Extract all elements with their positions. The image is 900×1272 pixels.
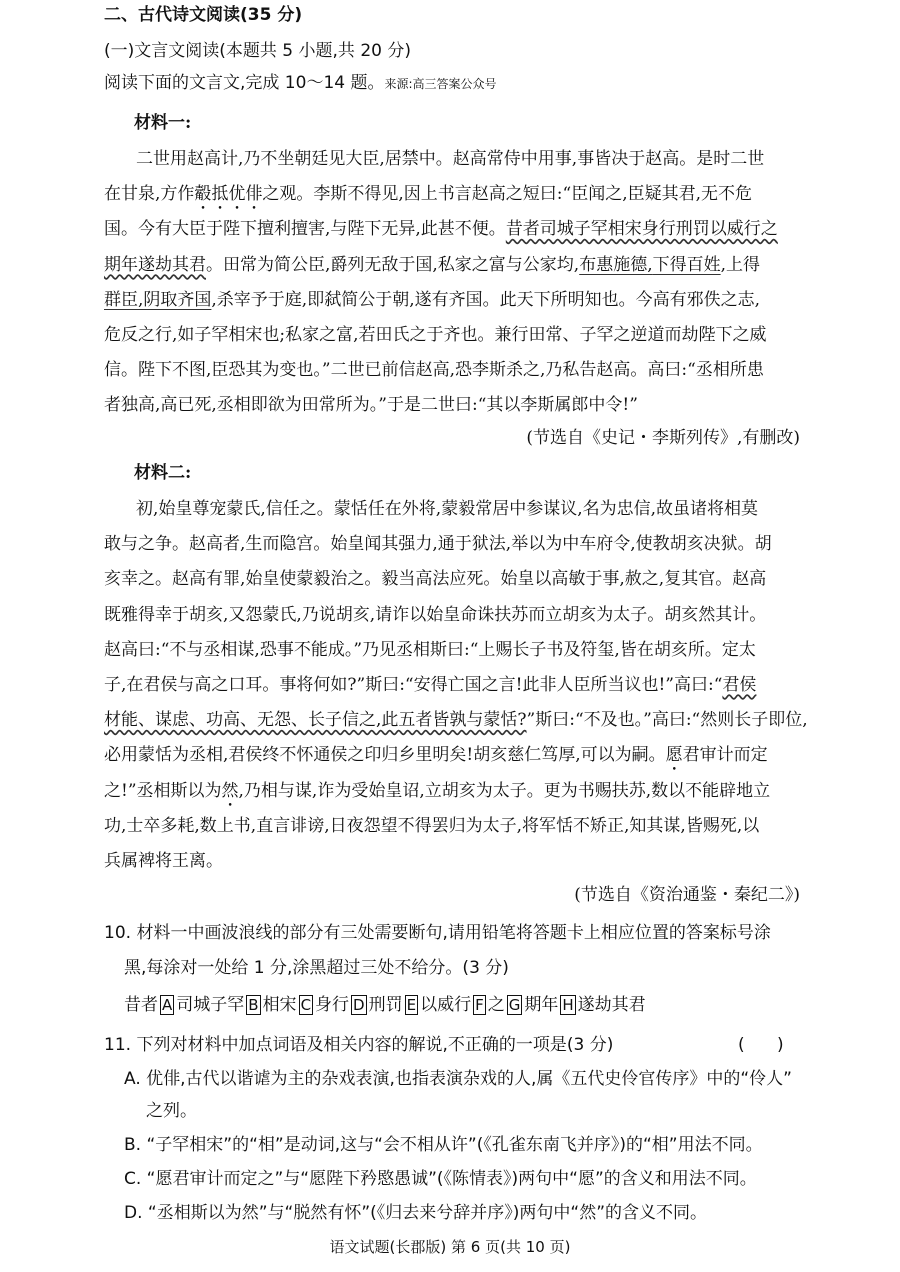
q10-segment: 以威行 xyxy=(420,995,472,1015)
passage-text: 危反之行,如子罕相宋也;私家之富,若田氏之于齐也。兼行田常、子罕之逆道而劫陛下之威 xyxy=(104,325,767,345)
dotted-emphasis-text: 觳抵优俳 xyxy=(194,184,263,205)
passage-text: 二世用赵高计,乃不坐朝廷见大臣,居禁中。赵高常侍中用事,事皆决于赵高。是时二世 xyxy=(136,149,765,169)
passage-text: 敢与之争。赵高者,生而隐宫。始皇闻其强力,通于狱法,举以为中车府令,使教胡亥决狱。胡 xyxy=(104,534,772,555)
material2-source: (节选自《资治通鉴・秦纪二》) xyxy=(574,885,800,905)
wavy-underlined-text: 昔者司城子罕相宋身行刑罚以威行之 xyxy=(505,219,778,240)
passage-text: 之观。李斯不得见,因上书言赵高之短曰:“臣闻之,臣疑其君,无不危 xyxy=(262,184,753,205)
dotted-emphasis-text: 愿 xyxy=(665,745,683,766)
q10-answer-box: G xyxy=(508,996,521,1014)
section-title: 二、古代诗文阅读(35 分) xyxy=(104,5,303,25)
material2-line xyxy=(104,744,768,775)
material2-line xyxy=(104,815,759,837)
underlined-text: 布惠施德, xyxy=(579,254,653,275)
material1-line xyxy=(104,359,764,381)
q10-segment: 刑罚 xyxy=(368,995,403,1015)
wavy-underlined-text: 期年遂劫其君 xyxy=(104,254,206,275)
dotted-emphasis-text: 然 xyxy=(221,780,239,801)
passage-text: ”斯曰:“不及也。”高曰:“然则长子即位, xyxy=(526,710,808,731)
passage-text: 既雅得幸于胡亥,又怨蒙氏,乃说胡亥,请诈以始皇命诛扶苏而立胡亥为太子。胡亥然其计。 xyxy=(104,604,767,625)
instruction xyxy=(104,72,497,95)
passage-text: 赵高曰:“不与丞相谋,恐事不能成。”乃见丞相斯曰:“上赐长子书及符玺,皆在胡亥所。定太 xyxy=(104,639,756,660)
material2-line xyxy=(104,709,808,731)
passage-text: 。田常为简公臣,爵列无敌于国,私家之富与公家均, xyxy=(206,254,580,275)
passage-text: 君审计而定 xyxy=(682,745,768,766)
wavy-underlined-text: 君侯 xyxy=(722,675,757,695)
material1-line xyxy=(104,218,778,240)
passage-text: ,上得 xyxy=(720,254,761,275)
q11-option-b: B. “子罕相宋”的“相”是动词,这与“会不相从许”(《孔雀东南飞并序》)的“相”用法不同。 xyxy=(124,1135,763,1155)
q11-option-a-cont: 之列。 xyxy=(146,1101,197,1121)
passage-text: 之!”丞相斯以为 xyxy=(104,780,222,801)
wavy-underlined-text: 材能、谋虑、功高、无怨、长子信之,此五者皆孰与蒙恬? xyxy=(104,710,527,731)
source-note: 来源:高三答案公众号 xyxy=(384,77,497,91)
material2-line xyxy=(136,498,758,520)
passage-text: ,杀宰予于庭,即弑简公于朝,遂有齐国。此天下所明知也。今高有邪佚之志, xyxy=(211,289,761,310)
q10-segment: 期年 xyxy=(524,995,559,1015)
instruction-text: 阅读下面的文言文,完成 10～14 题。 xyxy=(104,73,385,93)
material2-line xyxy=(104,780,770,811)
passage-text: ,乃相与谋,诈为受始皇诏,立胡亥为太子。更为书赐扶苏,数以不能辟地立 xyxy=(238,780,771,801)
passage-text: 信。陛下不图,臣恐其为变也。”二世已前信赵高,恐李斯杀之,乃私告赵高。高曰:“丞相所患 xyxy=(104,360,764,381)
passage-text: 必用蒙恬为丞相,君侯终不怀通侯之印归乡里明矣!胡亥慈仁笃厚,可以为嗣。 xyxy=(104,745,666,766)
passage-text: 兵属裨将王离。 xyxy=(104,851,223,871)
material2-line xyxy=(104,639,756,661)
passage-text: 者独高,高已死,丞相即欲为田常所为。”于是二世曰:“其以李斯属郎中令!” xyxy=(104,395,638,416)
material1-source: (节选自《史记・李斯列传》,有删改) xyxy=(526,428,800,448)
passage-text: 初,始皇尊宠蒙氏,信任之。蒙恬任在外将,蒙毅常居中参谋议,名为忠信,故虽诸将相莫 xyxy=(136,499,759,519)
material1-line xyxy=(104,183,752,214)
q10-segment: 司城子罕 xyxy=(176,995,245,1015)
q10-answer-box: D xyxy=(353,996,365,1014)
q10-answer-box: E xyxy=(406,996,417,1014)
material1-line xyxy=(104,289,760,311)
q10-answer-box: A xyxy=(162,996,173,1014)
material2-line xyxy=(104,850,223,872)
q10-answer-box: H xyxy=(562,996,574,1014)
q11-option-c: C. “愿君审计而定之”与“愿陛下矜愍愚诚”(《陈情表》)两句中“愿”的含义和用法不同。 xyxy=(124,1169,757,1189)
material1-line xyxy=(136,148,764,170)
passage-text: 功,士卒多耗,数上书,直言诽谤,日夜怨望不得罢归为太子,将军恬不矫正,知其谋,皆赐死,以 xyxy=(104,815,760,836)
underlined-text: 下得百姓 xyxy=(652,254,721,275)
material2-line xyxy=(104,604,766,626)
material2-label: 材料二: xyxy=(134,463,192,483)
underlined-text: 群臣,阴取齐国 xyxy=(104,289,212,310)
q10-segment: 相宋 xyxy=(262,995,297,1015)
material1-line xyxy=(104,394,638,416)
passage-text: 亥幸之。赵高有罪,始皇使蒙毅治之。毅当高法应死。始皇以高敏于事,赦之,复其官。赵高 xyxy=(104,569,767,590)
section-subtitle: (一)文言文阅读(本题共 5 小题,共 20 分) xyxy=(104,41,411,61)
page-footer: 语文试题(长郡版) 第 6 页(共 10 页) xyxy=(329,1238,571,1256)
q10-line1: 10. 材料一中画波浪线的部分有三处需要断句,请用铅笔将答题卡上相应位置的答案标号涂 xyxy=(104,923,771,943)
q10-segment: 身行 xyxy=(315,995,350,1015)
q10-segment: 昔者 xyxy=(124,995,158,1015)
q10-answer-box: B xyxy=(248,996,259,1014)
material2-line xyxy=(104,533,772,555)
q11-option-a: A. 优俳,古代以谐谑为主的杂戏表演,也指表演杂戏的人,属《五代史伶官传序》中的“伶人” xyxy=(124,1069,792,1089)
passage-text: 国。今有大臣于陛下擅利擅害,与陛下无异,此甚不便。 xyxy=(104,219,506,240)
q10-sentence xyxy=(124,994,646,1016)
passage-text: 在甘泉,方作 xyxy=(104,184,195,205)
material1-line xyxy=(104,324,767,346)
q10-answer-box: C xyxy=(300,996,312,1014)
passage-text: 子,在君侯与高之口耳。事将何如?”斯曰:“安得亡国之言!此非人臣所当议也!”高曰:“ xyxy=(104,675,723,695)
q10-segment: 之 xyxy=(487,995,505,1015)
q10-answer-box: F xyxy=(475,996,484,1014)
material2-line xyxy=(104,568,766,590)
material1-label: 材料一: xyxy=(134,113,192,133)
q11-stem: 11. 下列对材料中加点词语及相关内容的解说,不正确的一项是(3 分) xyxy=(104,1035,614,1055)
q11-answer-blank: ( ) xyxy=(738,1035,784,1055)
material2-line xyxy=(104,674,756,696)
q11-option-d: D. “丞相斯以为然”与“脱然有怀”(《归去来兮辞并序》)两句中“然”的含义不同。 xyxy=(124,1203,708,1223)
q10-segment: 遂劫其君 xyxy=(577,995,646,1015)
q10-line2: 黑,每涂对一处给 1 分,涂黑超过三处不给分。(3 分) xyxy=(124,958,509,978)
material1-line xyxy=(104,254,760,276)
